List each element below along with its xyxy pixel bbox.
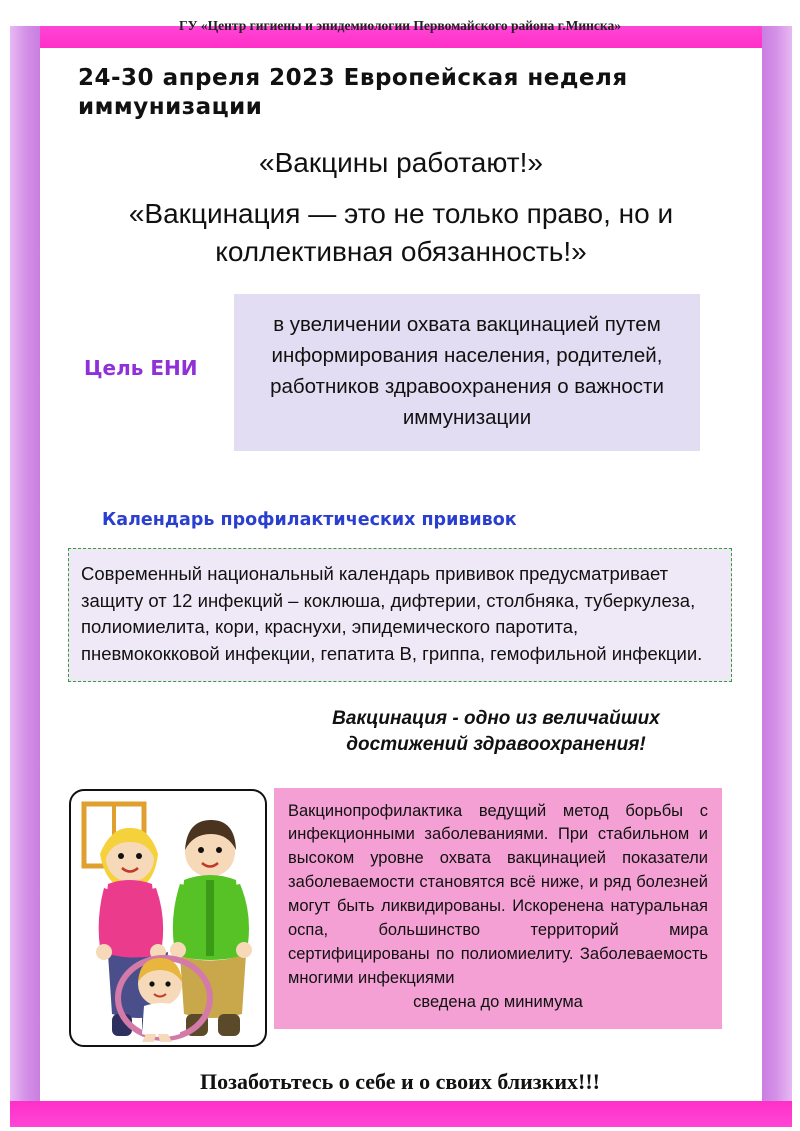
frame-left-bar — [10, 26, 40, 1101]
vaccine-prophylaxis-last-line: сведена до минимума — [413, 992, 583, 1011]
organization-header: ГУ «Центр гигиены и эпидемиологии Первомайского района г.Минска» — [179, 18, 621, 33]
slogan-secondary: «Вакцинация — это не только право, но и коллективная обязанность!» — [128, 197, 674, 267]
calendar-section-title: Календарь профилактических прививок — [102, 510, 517, 531]
achievement-statement: Вакцинация - одно из величайших достижений здравоохранения! — [332, 708, 660, 755]
poster-content — [56, 56, 746, 1050]
call-to-action: Позаботьтесь о себе и о своих близких!!! — [200, 1069, 600, 1094]
vaccine-prophylaxis-box — [274, 788, 722, 1029]
calendar-text-box: Современный национальный календарь прививок предусматривает защиту от 12 инфекций – коклюша, дифтерии, столбняка, туберкулеза, полиомиелита, кори, краснухи, эпидемического паротита, пневмококковой инфекции, гепатита В, гриппа, гемофильной инфекции. — [68, 548, 732, 682]
frame-right-bar — [762, 26, 792, 1101]
frame-bottom-bar — [10, 1101, 792, 1127]
vaccine-prophylaxis-text: Вакцинопрофилактика ведущий метод борьбы с инфекционными заболеваниями. При стабильном и высоком уровне охвата вакцинацией показатели заболеваемости становятся всё ниже, и ряд болезней могут быть ликвидированы. Искоренена натуральная оспа, большинство территорий мира сертифицированы по полиомиелиту. Заболеваемость многими инфекциями — [288, 801, 708, 988]
slogan-primary: «Вакцины работают!» — [259, 146, 543, 178]
goal-text-box: в увеличении охвата вакцинацией путем информирования населения, родителей, работников здравоохранения о важности иммунизации — [234, 294, 700, 451]
family-illustration — [68, 788, 268, 1048]
goal-label: Цель ЕНИ — [84, 356, 198, 381]
goal-section — [56, 294, 746, 504]
page-title: 24-30 апреля 2023 Европейская неделя иммунизации — [78, 65, 628, 121]
lower-section — [56, 768, 746, 1050]
